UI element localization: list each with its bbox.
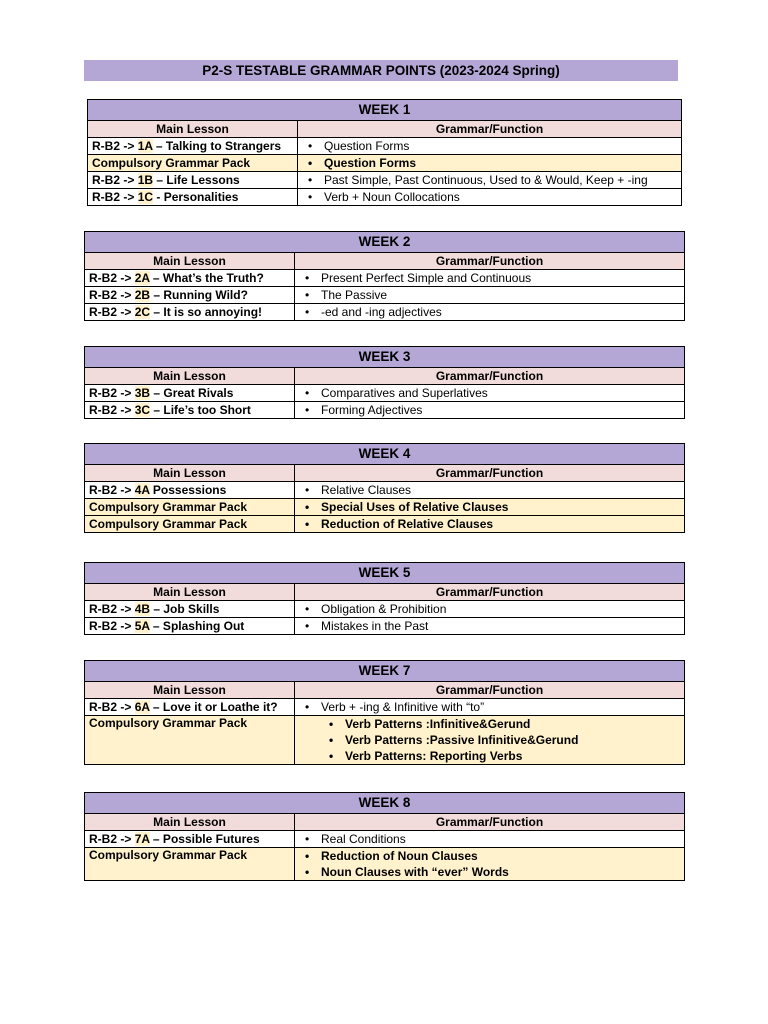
lesson-title: – Possible Futures bbox=[149, 831, 260, 846]
table-row bbox=[85, 287, 685, 304]
main-lesson-cell bbox=[85, 601, 295, 618]
column-header-main-lesson: Main Lesson bbox=[85, 368, 295, 385]
grammar-list bbox=[303, 699, 680, 715]
lesson-title: – Life Lessons bbox=[153, 172, 240, 187]
grammar-item: • Question Forms bbox=[306, 138, 677, 154]
lesson-prefix: R-B2 -> bbox=[89, 699, 135, 714]
lesson-title: Possessions bbox=[149, 482, 227, 497]
lesson-title: – Job Skills bbox=[150, 601, 220, 616]
week-table bbox=[84, 562, 685, 635]
week-title: WEEK 7 bbox=[85, 661, 685, 682]
grammar-list bbox=[303, 716, 680, 764]
unit-code: 3B bbox=[134, 385, 151, 400]
lesson-prefix: R-B2 -> bbox=[89, 287, 135, 302]
main-lesson-cell bbox=[85, 716, 295, 765]
grammar-list bbox=[303, 601, 680, 617]
table-row bbox=[85, 516, 685, 533]
unit-code: 2C bbox=[134, 304, 151, 319]
grammar-item: • Past Simple, Past Continuous, Used to & Would, Keep + -ing bbox=[306, 172, 677, 188]
grammar-item: • Question Forms bbox=[306, 155, 677, 171]
table-row bbox=[85, 385, 685, 402]
lesson-prefix: R-B2 -> bbox=[92, 172, 138, 187]
grammar-cell bbox=[298, 138, 682, 155]
grammar-list bbox=[303, 618, 680, 634]
grammar-item: • Obligation & Prohibition bbox=[303, 601, 680, 617]
main-lesson-cell bbox=[88, 155, 298, 172]
table-row bbox=[85, 304, 685, 321]
main-lesson-cell bbox=[88, 172, 298, 189]
column-header-main-lesson: Main Lesson bbox=[85, 584, 295, 601]
column-header-grammar: Grammar/Function bbox=[298, 121, 682, 138]
unit-code: 5A bbox=[134, 618, 150, 633]
week-table bbox=[84, 346, 685, 419]
unit-code: 2A bbox=[134, 270, 150, 285]
grammar-cell bbox=[295, 699, 685, 716]
grammar-item: • Verb Patterns :Passive Infinitive&Gerund bbox=[303, 732, 680, 748]
grammar-list bbox=[303, 402, 680, 418]
grammar-item: • -ed and -ing adjectives bbox=[303, 304, 680, 320]
grammar-item: • Comparatives and Superlatives bbox=[303, 385, 680, 401]
unit-code: 1A bbox=[137, 138, 153, 153]
week-title: WEEK 2 bbox=[85, 232, 685, 253]
lesson-prefix: R-B2 -> bbox=[92, 189, 138, 204]
grammar-item: • Verb Patterns: Reporting Verbs bbox=[303, 748, 680, 764]
grammar-list bbox=[303, 848, 680, 880]
column-header-grammar: Grammar/Function bbox=[295, 253, 685, 270]
grammar-item: • Relative Clauses bbox=[303, 482, 680, 498]
table-row bbox=[85, 601, 685, 618]
grammar-cell bbox=[295, 385, 685, 402]
column-header-main-lesson: Main Lesson bbox=[88, 121, 298, 138]
grammar-list bbox=[303, 482, 680, 498]
lesson-prefix: Compulsory Grammar Pack bbox=[89, 516, 248, 531]
table-row bbox=[85, 716, 685, 765]
unit-code: 6A bbox=[134, 699, 150, 714]
main-lesson-cell bbox=[85, 270, 295, 287]
lesson-prefix: R-B2 -> bbox=[89, 482, 135, 497]
grammar-item: • Noun Clauses with “ever” Words bbox=[303, 864, 680, 880]
main-lesson-cell bbox=[85, 618, 295, 635]
table-row bbox=[85, 402, 685, 419]
unit-code: 1C bbox=[137, 189, 154, 204]
column-header-main-lesson: Main Lesson bbox=[85, 465, 295, 482]
table-row bbox=[88, 189, 682, 206]
grammar-item: • The Passive bbox=[303, 287, 680, 303]
grammar-cell bbox=[295, 499, 685, 516]
table-row bbox=[85, 499, 685, 516]
main-lesson-cell bbox=[85, 699, 295, 716]
lesson-prefix: R-B2 -> bbox=[89, 831, 135, 846]
unit-code: 7A bbox=[134, 831, 150, 846]
unit-code: 4A bbox=[134, 482, 150, 497]
grammar-cell bbox=[298, 172, 682, 189]
grammar-cell bbox=[295, 618, 685, 635]
week-title: WEEK 3 bbox=[85, 347, 685, 368]
lesson-prefix: R-B2 -> bbox=[89, 402, 135, 417]
grammar-item: • Present Perfect Simple and Continuous bbox=[303, 270, 680, 286]
grammar-cell bbox=[295, 304, 685, 321]
grammar-cell bbox=[295, 716, 685, 765]
lesson-prefix: R-B2 -> bbox=[89, 618, 135, 633]
grammar-list bbox=[306, 172, 677, 188]
grammar-cell bbox=[298, 155, 682, 172]
lesson-title: – It is so annoying! bbox=[150, 304, 263, 319]
main-lesson-cell bbox=[85, 402, 295, 419]
grammar-cell bbox=[295, 516, 685, 533]
table-row bbox=[85, 270, 685, 287]
table-row bbox=[85, 482, 685, 499]
week-table bbox=[84, 792, 685, 881]
grammar-item: • Verb Patterns :Infinitive&Gerund bbox=[303, 716, 680, 732]
grammar-item: • Forming Adjectives bbox=[303, 402, 680, 418]
lesson-prefix: Compulsory Grammar Pack bbox=[89, 716, 248, 730]
column-header-grammar: Grammar/Function bbox=[295, 584, 685, 601]
grammar-item: • Verb + Noun Collocations bbox=[306, 189, 677, 205]
column-header-grammar: Grammar/Function bbox=[295, 368, 685, 385]
column-header-main-lesson: Main Lesson bbox=[85, 814, 295, 831]
lesson-prefix: R-B2 -> bbox=[89, 385, 135, 400]
lesson-title: – Life’s too Short bbox=[150, 402, 251, 417]
grammar-list bbox=[303, 385, 680, 401]
column-header-grammar: Grammar/Function bbox=[295, 682, 685, 699]
lesson-title: – Running Wild? bbox=[150, 287, 248, 302]
main-lesson-cell bbox=[85, 516, 295, 533]
grammar-list bbox=[306, 155, 677, 171]
column-header-grammar: Grammar/Function bbox=[295, 465, 685, 482]
table-row bbox=[85, 831, 685, 848]
lesson-prefix: R-B2 -> bbox=[89, 270, 135, 285]
lesson-prefix: Compulsory Grammar Pack bbox=[89, 499, 248, 514]
grammar-cell bbox=[295, 848, 685, 881]
grammar-list bbox=[303, 831, 680, 847]
grammar-item: • Mistakes in the Past bbox=[303, 618, 680, 634]
table-row bbox=[88, 172, 682, 189]
grammar-cell bbox=[298, 189, 682, 206]
lesson-prefix: R-B2 -> bbox=[92, 138, 138, 153]
week-title: WEEK 1 bbox=[88, 100, 682, 121]
grammar-list bbox=[306, 189, 677, 205]
grammar-item: • Special Uses of Relative Clauses bbox=[303, 499, 680, 515]
table-row bbox=[88, 155, 682, 172]
grammar-cell bbox=[295, 270, 685, 287]
main-lesson-cell bbox=[85, 482, 295, 499]
week-table bbox=[84, 231, 685, 321]
column-header-grammar: Grammar/Function bbox=[295, 814, 685, 831]
lesson-prefix: R-B2 -> bbox=[89, 304, 135, 319]
grammar-cell bbox=[295, 482, 685, 499]
table-row bbox=[85, 699, 685, 716]
grammar-list bbox=[303, 304, 680, 320]
grammar-list bbox=[303, 516, 680, 532]
main-lesson-cell bbox=[85, 385, 295, 402]
column-header-main-lesson: Main Lesson bbox=[85, 682, 295, 699]
unit-code: 4B bbox=[134, 601, 151, 616]
grammar-list bbox=[303, 287, 680, 303]
week-title: WEEK 8 bbox=[85, 793, 685, 814]
grammar-cell bbox=[295, 831, 685, 848]
grammar-item: • Reduction of Relative Clauses bbox=[303, 516, 680, 532]
main-lesson-cell bbox=[85, 287, 295, 304]
unit-code: 1B bbox=[137, 172, 154, 187]
grammar-cell bbox=[295, 287, 685, 304]
week-table bbox=[87, 99, 682, 206]
main-lesson-cell bbox=[85, 848, 295, 881]
main-lesson-cell bbox=[85, 499, 295, 516]
week-table bbox=[84, 660, 685, 765]
lesson-title: – Talking to Strangers bbox=[152, 138, 282, 153]
grammar-item: • Reduction of Noun Clauses bbox=[303, 848, 680, 864]
table-row bbox=[88, 138, 682, 155]
week-table bbox=[84, 443, 685, 533]
main-lesson-cell bbox=[88, 138, 298, 155]
table-row bbox=[85, 848, 685, 881]
page-title: P2-S TESTABLE GRAMMAR POINTS (2023-2024 Spring) bbox=[84, 60, 678, 81]
unit-code: 3C bbox=[134, 402, 151, 417]
lesson-prefix: R-B2 -> bbox=[89, 601, 135, 616]
lesson-title: - Personalities bbox=[153, 189, 239, 204]
grammar-list bbox=[303, 499, 680, 515]
main-lesson-cell bbox=[85, 304, 295, 321]
table-row bbox=[85, 618, 685, 635]
lesson-title: – What’s the Truth? bbox=[149, 270, 264, 285]
unit-code: 2B bbox=[134, 287, 151, 302]
main-lesson-cell bbox=[88, 189, 298, 206]
grammar-list bbox=[303, 270, 680, 286]
grammar-item: • Real Conditions bbox=[303, 831, 680, 847]
lesson-title: – Splashing Out bbox=[149, 618, 245, 633]
lesson-title: – Love it or Loathe it? bbox=[149, 699, 278, 714]
lesson-prefix: Compulsory Grammar Pack bbox=[89, 848, 248, 862]
lesson-prefix: Compulsory Grammar Pack bbox=[92, 155, 251, 170]
week-title: WEEK 4 bbox=[85, 444, 685, 465]
column-header-main-lesson: Main Lesson bbox=[85, 253, 295, 270]
grammar-list bbox=[306, 138, 677, 154]
week-title: WEEK 5 bbox=[85, 563, 685, 584]
grammar-item: • Verb + -ing & Infinitive with “to” bbox=[303, 699, 680, 715]
lesson-title: – Great Rivals bbox=[150, 385, 234, 400]
grammar-cell bbox=[295, 601, 685, 618]
grammar-cell bbox=[295, 402, 685, 419]
main-lesson-cell bbox=[85, 831, 295, 848]
